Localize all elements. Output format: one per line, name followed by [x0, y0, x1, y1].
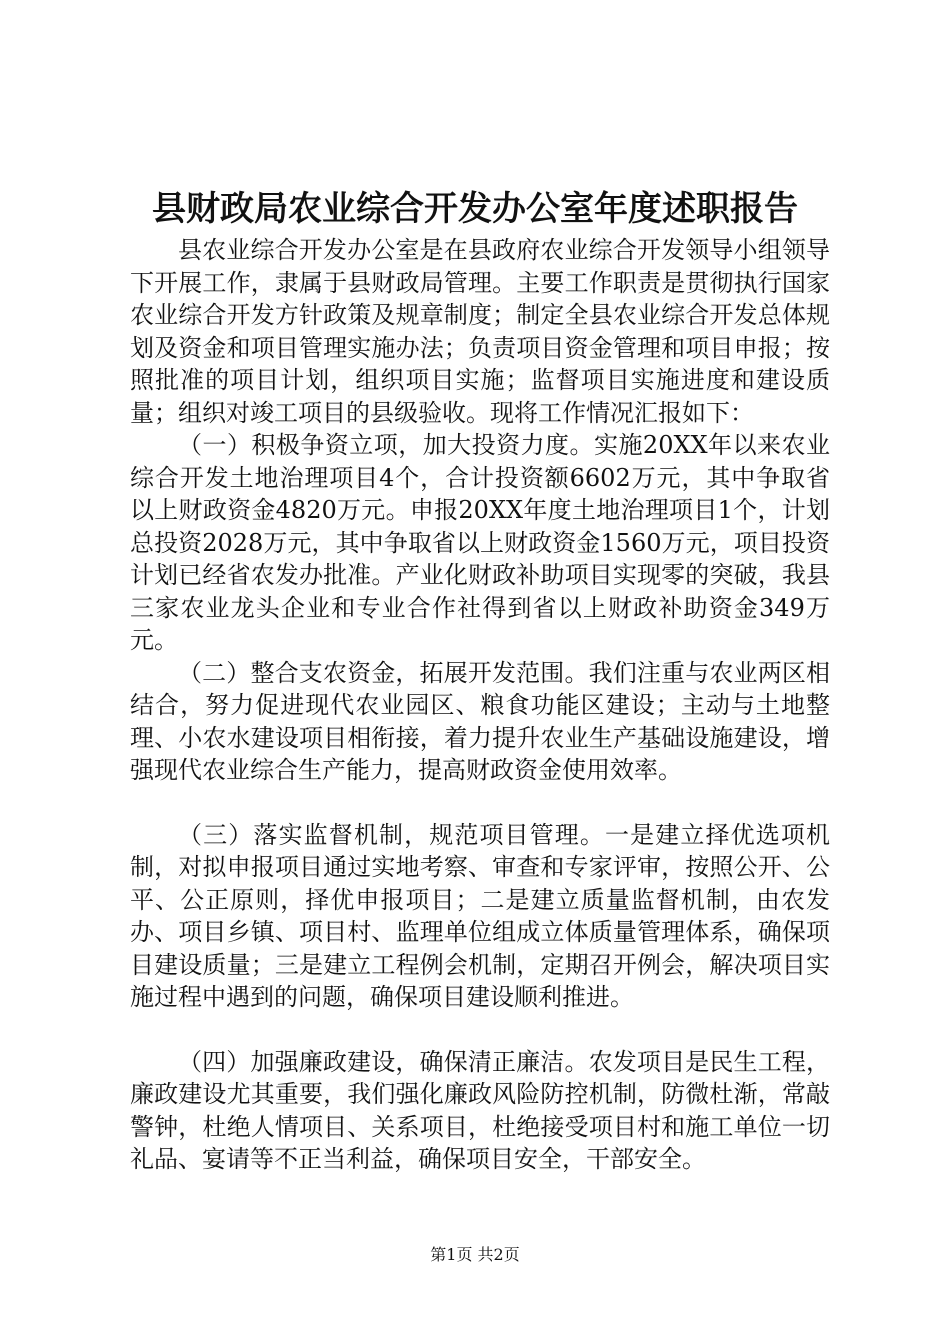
paragraph-section-1: （一）积极争资立项，加大投资力度。实施20XX年以来农业综合开发土地治理项目4个，合计投资额6602万元，其中争取省以上财政资金4820万元。申报20XX年度土地治理项目1个，计划总投资2028万元，其中争取省以上财政资金1560万元，项目投资计划已经省农发办批准。产业化财政补助项目实现零的突破，我县三家农业龙头企业和专业合作社得到省以上财政补助资金349万元。	[130, 431, 830, 654]
document-title: 县财政局农业综合开发办公室年度述职报告	[152, 189, 798, 229]
paragraph-section-2: （二）整合支农资金，拓展开发范围。我们注重与农业两区相结合，努力促进现代农业园区、粮食功能区建设；主动与土地整理、小农水建设项目相衔接，着力提升农业生产基础设施建设，增强现代农业综合生产能力，提高财政资金使用效率。	[130, 658, 830, 784]
paragraph-intro: 县农业综合开发办公室是在县政府农业综合开发领导小组领导下开展工作，隶属于县财政局管理。主要工作职责是贯彻执行国家农业综合开发方针政策及规章制度；制定全县农业综合开发总体规划及资金和项目管理实施办法；负责项目资金管理和项目申报；按照批准的项目计划，组织项目实施；监督项目实施进度和建设质量；组织对竣工项目的县级验收。现将工作情况汇报如下：	[130, 236, 830, 427]
paragraph-section-3: （三）落实监督机制，规范项目管理。一是建立择优选项机制，对拟申报项目通过实地考察、审查和专家评审，按照公开、公平、公正原则，择优申报项目；二是建立质量监督机制，由农发办、项目乡镇、项目村、监理单位组成立体质量管理体系，确保项目建设质量；三是建立工程例会机制，定期召开例会，解决项目实施过程中遇到的问题，确保项目建设顺利推进。	[130, 820, 830, 1011]
paragraph-section-4: （四）加强廉政建设，确保清正廉洁。农发项目是民生工程，廉政建设尤其重要，我们强化廉政风险防控机制，防微杜渐，常敲警钟，杜绝人情项目、关系项目，杜绝接受项目村和施工单位一切礼品、宴请等不正当利益，确保项目安全，干部安全。	[130, 1047, 830, 1173]
paragraph-spacer	[130, 1014, 830, 1046]
paragraph-spacer	[130, 787, 830, 819]
page-number-footer: 第1页 共2页	[430, 1245, 520, 1264]
document-body	[130, 234, 830, 1176]
